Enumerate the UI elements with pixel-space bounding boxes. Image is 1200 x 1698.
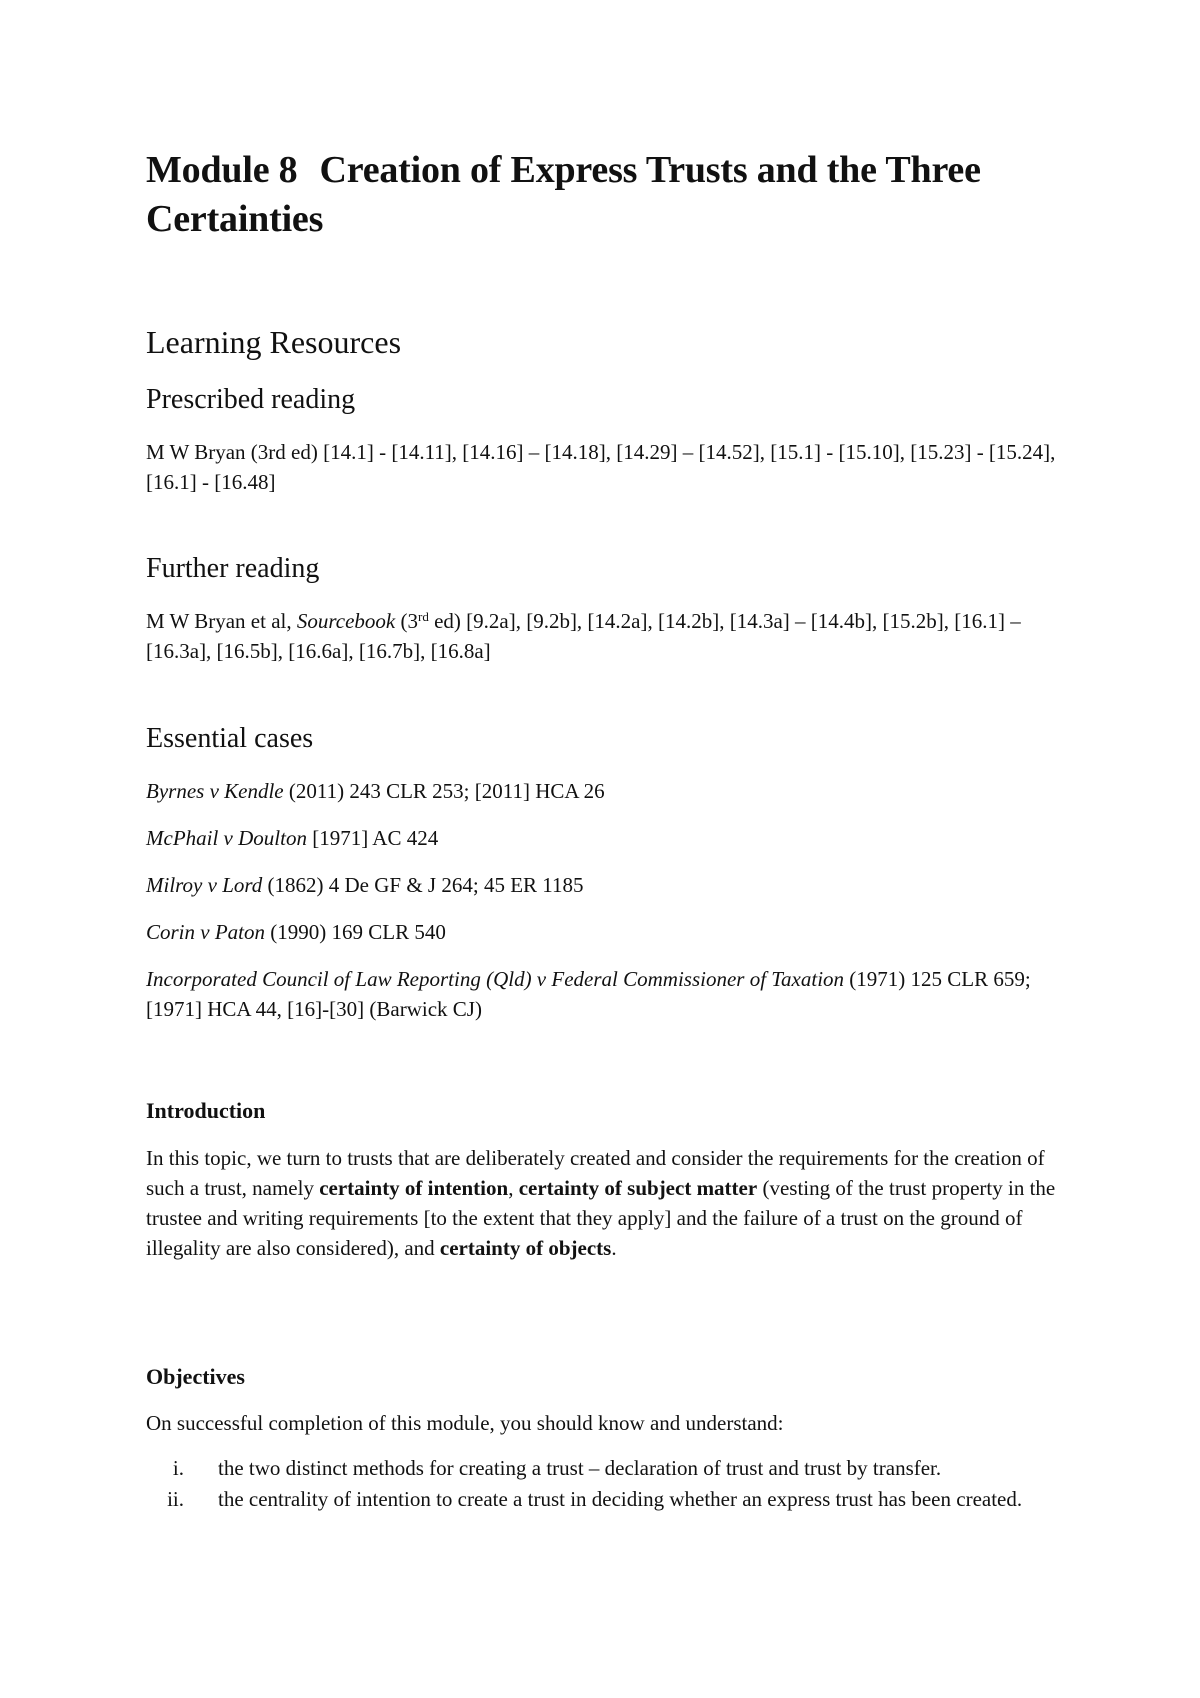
intro-text: (vesting of the trust property in the trustee and writing requirements [to the extent that they apply] and the failure of a trust on the ground of illegality are also considered), and <box>146 1176 1056 1260</box>
case-item <box>146 964 1066 1024</box>
objectives-heading: Objectives <box>146 1364 245 1389</box>
prescribed-reading-text: M W Bryan (3rd ed) [14.1] - [14.11], [14.16] – [14.18], [14.29] – [14.52], [15.1] - [15.10], [15.23] - [15.24], [16.1] - [16.48] <box>146 440 1056 494</box>
case-name: Incorporated Council of Law Reporting (Qld) v Federal Commissioner of Taxation <box>146 967 845 991</box>
introduction-paragraph <box>146 1143 1066 1263</box>
case-item <box>146 823 1066 853</box>
further-reading-heading: Further reading <box>146 553 320 584</box>
case-item <box>146 776 1066 806</box>
module-title-text: Creation of Express Trusts and the Three Certainties <box>146 149 981 240</box>
sourcebook-title: Sourcebook <box>296 609 396 633</box>
learning-resources-heading: Learning Resources <box>146 324 402 360</box>
list-marker: i. <box>172 1456 184 1480</box>
objectives-list <box>146 1454 1066 1516</box>
introduction-heading: Introduction <box>146 1098 266 1123</box>
further-reading-paragraphs: ed) [9.2a], [9.2b], [14.2a], [14.2b], [14.3a] – [14.4b], [15.2b], [16.1] – [16.3a], [16.5b], [16.6a], [16.7b], [16.8a] <box>146 609 1021 663</box>
case-citation: (1862) 4 De GF & J 264; 45 ER 1185 <box>262 873 584 897</box>
case-citation: (1971) 125 CLR 659; [1971] HCA 44, [16]-[30] (Barwick CJ) <box>146 967 1031 1021</box>
intro-text: , <box>508 1176 519 1200</box>
module-title <box>146 146 1066 244</box>
case-item <box>146 917 1066 947</box>
case-name: Corin v Paton <box>146 920 265 944</box>
edition-open: (3 <box>395 609 418 633</box>
essential-cases-heading: Essential cases <box>146 723 314 754</box>
case-name: Byrnes v Kendle <box>146 779 284 803</box>
intro-bold-term: certainty of subject matter <box>518 1176 758 1200</box>
case-name: McPhail v Doulton <box>146 826 307 850</box>
intro-bold-term: certainty of intention <box>319 1176 509 1200</box>
list-item-text: the two distinct methods for creating a trust – declaration of trust and trust by transfer. <box>218 1456 942 1480</box>
further-reading-author: M W Bryan et al, <box>146 609 297 633</box>
intro-text: In this topic, we turn to trusts that are deliberately created and consider the requirements for the creation of such a trust, namely <box>146 1146 1045 1200</box>
case-citation: (1990) 169 CLR 540 <box>265 920 446 944</box>
case-item <box>146 870 1066 900</box>
edition-superscript: rd <box>417 609 429 624</box>
list-item-text: the centrality of intention to create a trust in deciding whether an express trust has been created. <box>218 1487 1023 1511</box>
case-name: Milroy v Lord <box>146 873 263 897</box>
case-citation: (2011) 243 CLR 253; [2011] HCA 26 <box>283 779 605 803</box>
intro-text: . <box>611 1236 617 1260</box>
objectives-intro: On successful completion of this module, you should know and understand: <box>146 1411 784 1435</box>
prescribed-reading-heading: Prescribed reading <box>146 384 356 415</box>
intro-bold-term: certainty of objects <box>439 1236 612 1260</box>
further-reading-text <box>146 606 1066 666</box>
list-marker: ii. <box>167 1487 184 1511</box>
module-number: Module 8 <box>146 149 298 191</box>
list-item <box>146 1454 1066 1483</box>
case-citation: [1971] AC 424 <box>306 826 439 850</box>
list-item <box>146 1485 1066 1514</box>
